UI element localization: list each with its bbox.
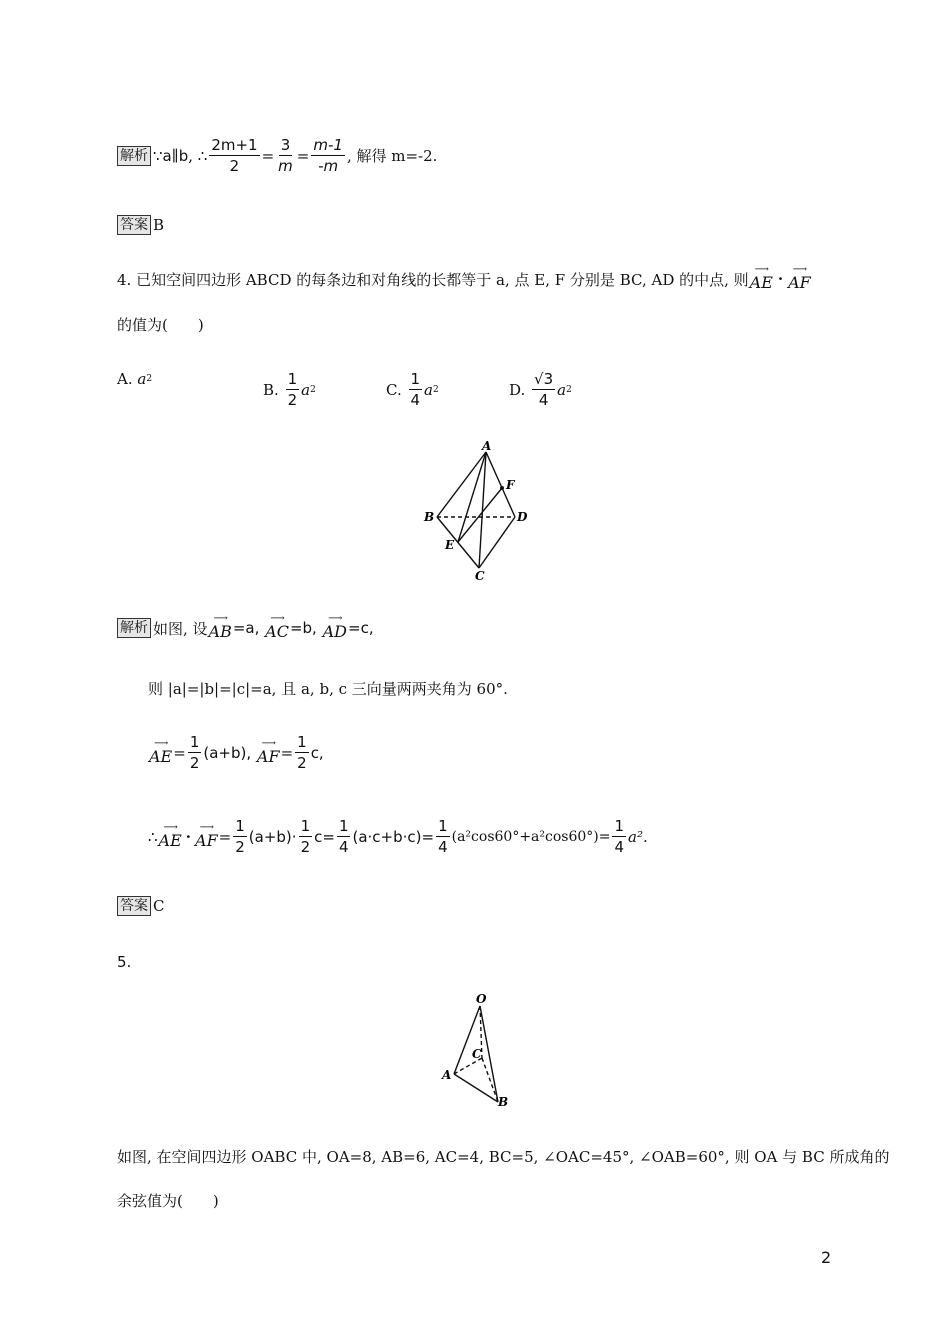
q4-stem-line-2: 的值为( ) [117,316,204,334]
answer-value: C [153,897,165,915]
q4-stem-text: 4. 已知空间四边形 ABCD 的每条边和对角线的长都等于 a, 点 E, F 分别是 BC, AD 的中点, 则 [117,270,749,289]
jiexi-tag: 解析 [117,618,151,638]
dot-operator: · [777,270,784,288]
label-A: A [482,440,492,453]
q5-number: 5. [117,953,132,971]
q3-answer-line [117,215,164,235]
answer-tag: 答案 [117,215,151,235]
option-a: A. a 2 [117,370,153,388]
segment-EF [458,488,502,542]
because-symbol: ∵ [153,146,163,165]
label-C: C [472,1047,482,1061]
option-d: D. $\frac{√3}{4}$ a 2 [509,370,572,409]
q5-stem-line-1: 如图, 在空间四边形 OABC 中, OA=8, AB=6, AC=4, BC=5, ∠OAC=45°, ∠OAB=60°, 则 OA 与 BC 所成角的 [117,1148,890,1166]
answer-tag: 答案 [117,896,151,916]
equals-sign: = [296,146,310,165]
equals-sign: = [261,146,275,165]
page-number: 2 [821,1248,832,1267]
option-c: C. $\frac{1}{4}$ a 2 [386,370,439,409]
q3-solution-line [117,136,437,175]
label-F: F [506,478,515,492]
vector-AB: ⟶ AB [208,613,232,641]
vector-AE: ⟶ AE [749,264,773,292]
label-C: C [475,569,485,583]
label-O: O [476,992,487,1006]
label-E: E [445,538,455,552]
vector-AF: ⟶ AF [788,264,811,292]
therefore-symbol: , ∴ [188,146,208,165]
fraction-2: $\frac{3}{m}$ [278,136,293,175]
vector-AF: ⟶ AF [195,821,218,850]
vector-AD: ⟶ AD [322,613,347,641]
label-A: A [442,1068,452,1082]
edge-OB [480,1006,498,1102]
vector-AF: ⟶ AF [256,737,280,766]
edge-BC-hidden [482,1058,498,1102]
edge-OA [454,1006,480,1074]
q4-solution-line-3: ⟶ AE = $\frac{1}{2}$ (a+b), ⟶ AF = $\frac{1}{2}$ c, [149,733,324,772]
point-F [500,486,504,490]
edge-CD [479,517,515,568]
tetrahedron-figure [415,440,535,585]
vector-AC: ⟶ AC [265,613,289,641]
parallel-symbol: ∥ [171,146,179,165]
q4-solution-line-2: 则 |a|=|b|=|c|=a, 且 a, b, c 三向量两两夹角为 60°. [148,680,508,698]
fraction-1: $\frac{2m+1}{2}$ [211,136,258,175]
vector-AE: ⟶ AE [158,821,182,850]
edge-AB [454,1074,498,1102]
label-B: B [498,1095,509,1109]
label-D: D [517,510,528,524]
option-b: B. $\frac{1}{2}$ a 2 [263,370,316,409]
edge-AB [437,452,486,517]
q4-solution-line-4: ∴ ⟶ AE · ⟶ AF = $\frac{1}{2}$ (a+b)· $\frac{1}{2}$ c= $\frac{1}{4}$ (a·c+b·c)= $\frac{1}{4}$ (a²cos60°+a²cos60°)= $\frac{1}{4}$ a². [148,817,648,856]
quadrilateral-oabc-figure [435,990,515,1115]
vector-AE: ⟶ AE [149,737,173,766]
vector-a: a [162,146,172,165]
jiexi-tag: 解析 [117,146,151,166]
q4-answer-line [117,896,164,916]
vector-b: b [178,146,189,165]
q4-solution-line-1: 解析 如图, 设 ⟶ AB =a, ⟶ AC =b, ⟶ AD =c, [117,615,374,641]
q5-stem-line-2: 余弦值为( ) [117,1192,219,1210]
fraction-3: $\frac{m-1}{-m}$ [313,136,343,175]
label-B: B [424,510,435,524]
answer-value: B [153,216,165,234]
conclusion-text: , 解得 m=-2. [346,147,438,165]
q4-stem-line-1 [117,266,812,292]
